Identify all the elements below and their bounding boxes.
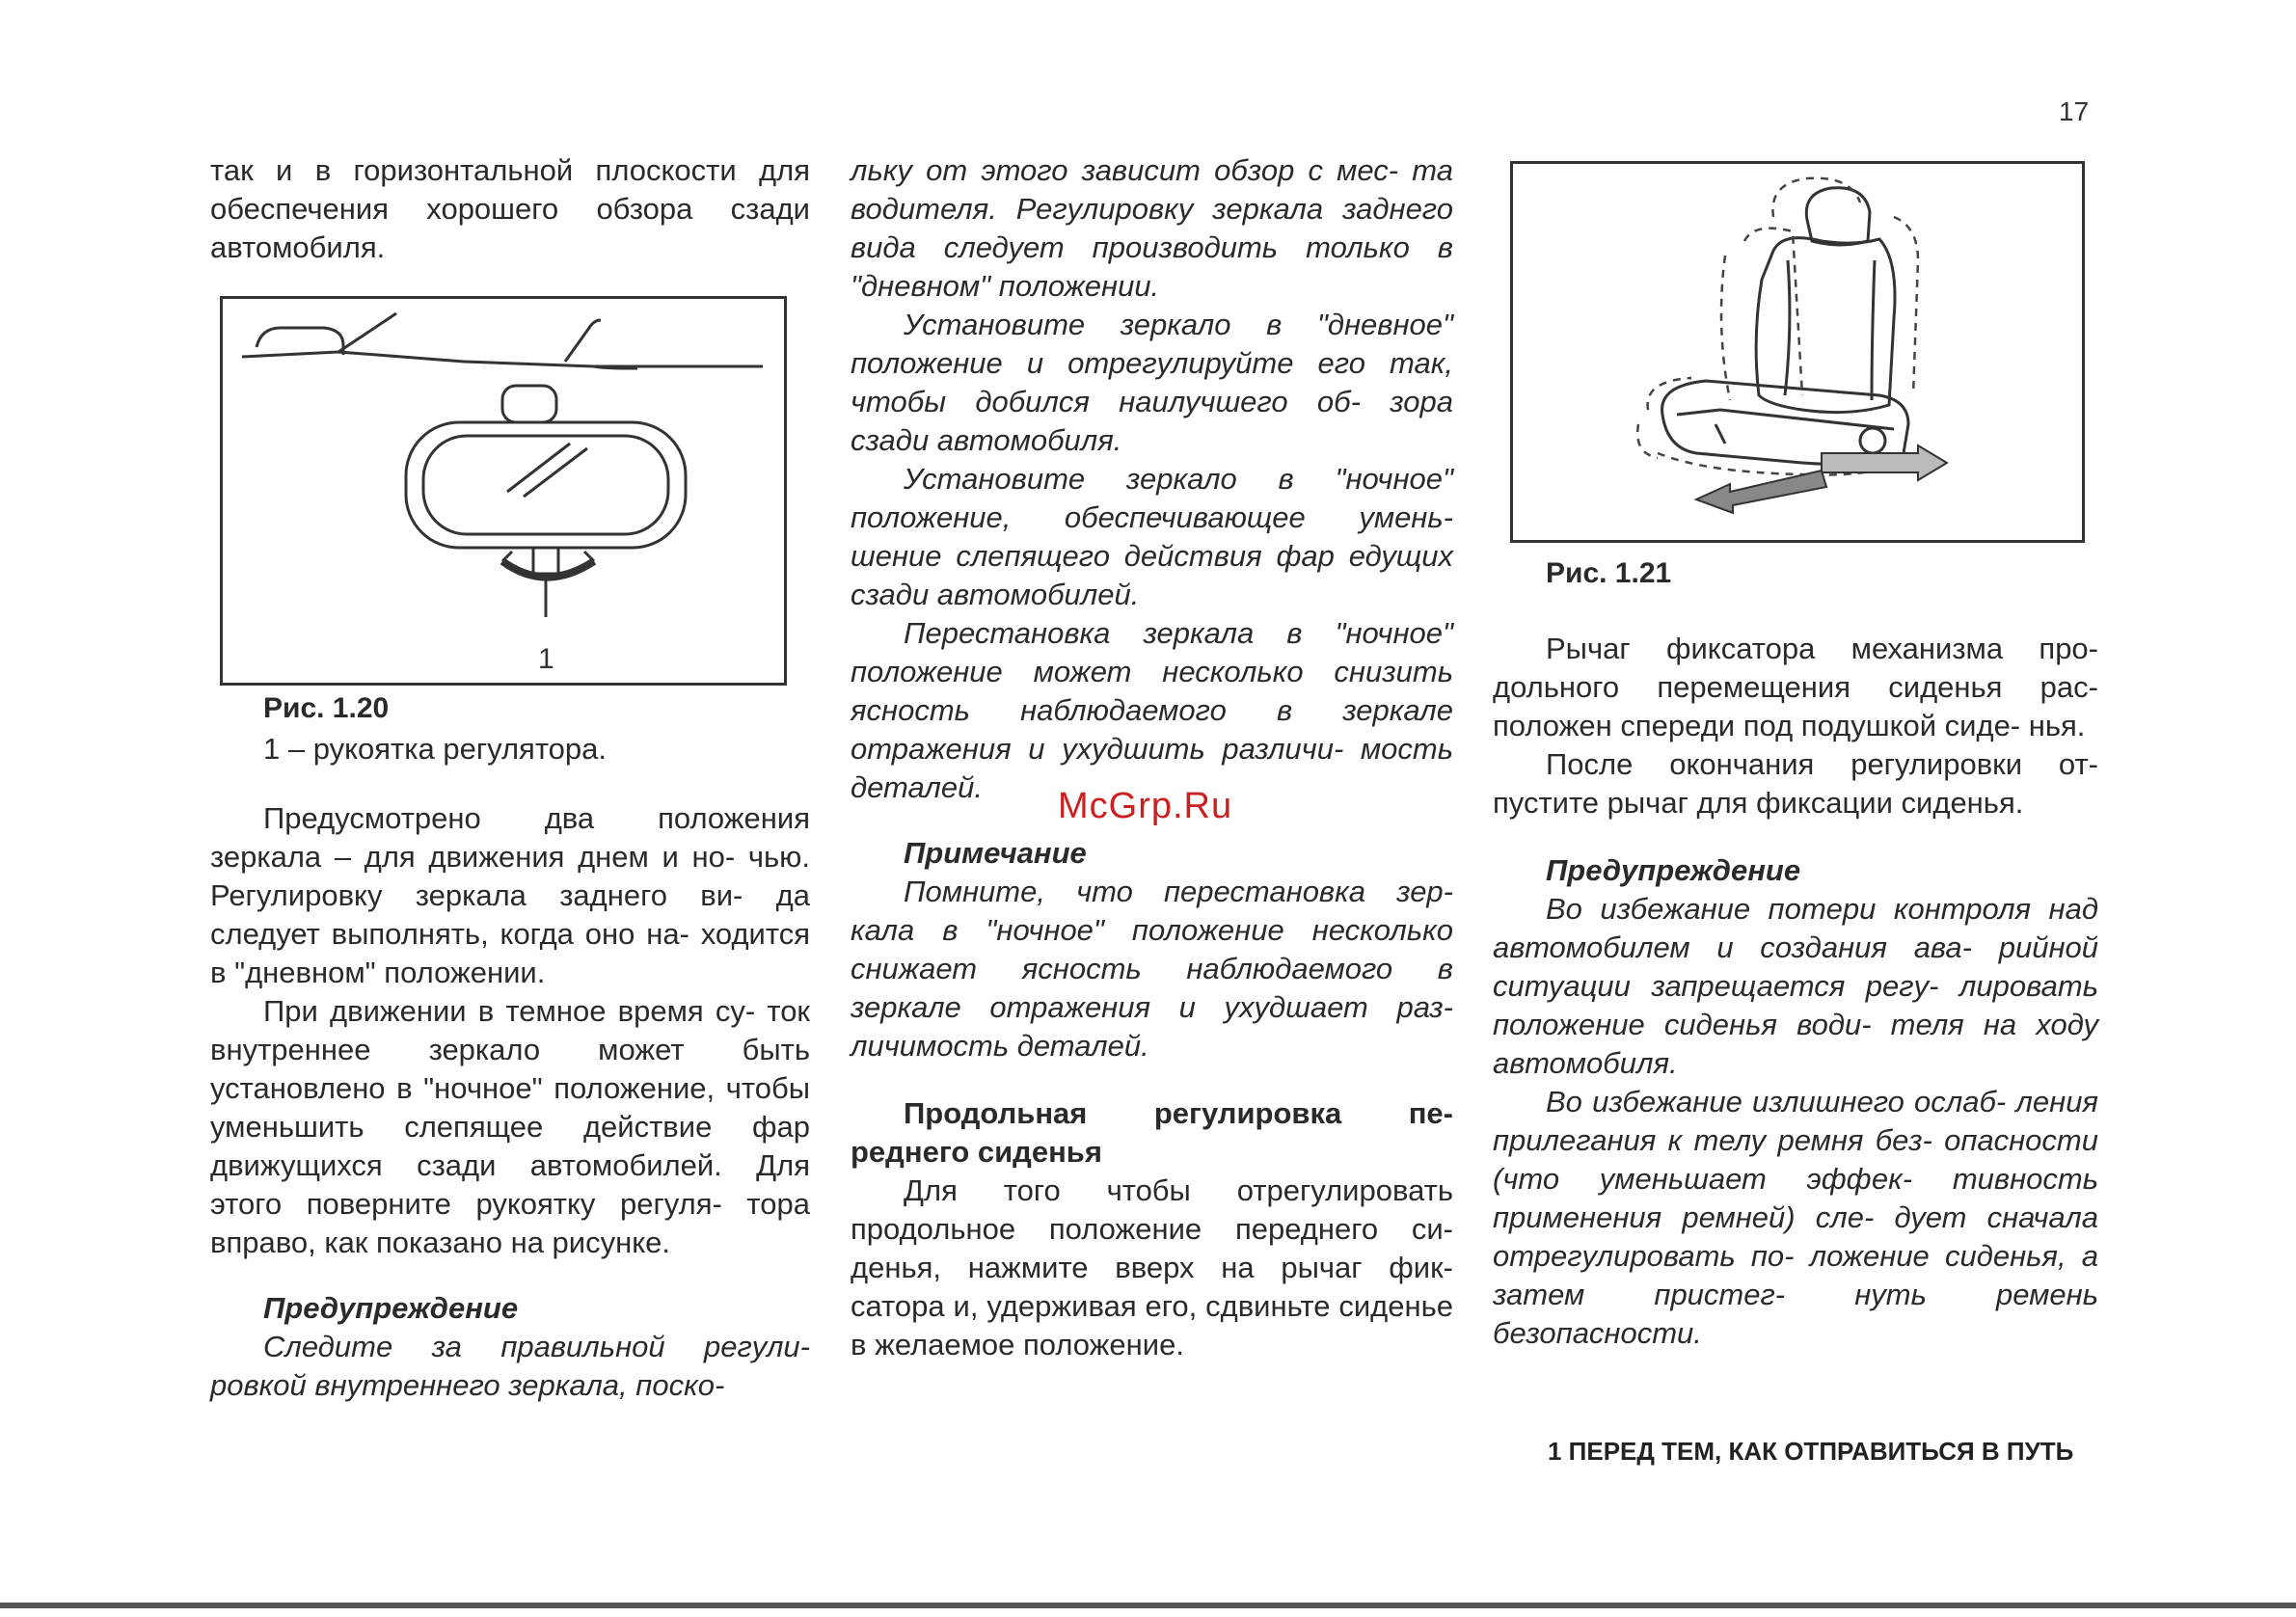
col2-para3: Установите зеркало в "ночное" положение, обеспечивающее умень- шение слепящего действия фар едущих сзади автомобилей.: [851, 462, 1453, 611]
col2-section-title: Продольная регулировка пе- реднего сиденья: [851, 1096, 1453, 1169]
col2-para4: Перестановка зеркала в "ночное" положение может несколько снизить ясность наблюдаемого в зеркале отражения и ухудшить различи- мость деталей.: [851, 616, 1453, 804]
col3-para1: Рычаг фиксатора механизма про- дольного перемещения сиденья рас- положен спереди под подушкой сиде- нья.: [1493, 632, 2098, 742]
col1-intro: так и в горизонтальной плоскости для обеспечения хорошего обзора сзади автомобиля.: [210, 153, 810, 264]
col3-warning2: Во избежание излишнего ослаб- ления прилегания к телу ремня без- опасности (что уменьшает эффек- тивность применения ремней) сле- дует сначала отрегулировать по- ложение сиденья, а затем пристег- нуть ремень безопасности.: [1493, 1085, 2098, 1350]
bottom-rule: [0, 1603, 2296, 1608]
caption-fig-1-20: Рис. 1.20: [263, 692, 390, 724]
column-1: [210, 151, 810, 267]
col1-para2: При движении в темное время су- ток внутреннее зеркало может быть установлено в "ночное" положение, чтобы уменьшить слепящее действие фар движущихся сзади автомобилей. Для этого поверните рукоятку регуля- тора вправо, как показано на рисунке.: [210, 994, 810, 1259]
col2-para2: Установите зеркало в "дневное" положение и отрегулируйте его так, чтобы добился наилучшего об- зора сзади автомобиля.: [851, 308, 1453, 457]
figure-1-21-seat: [1510, 161, 2085, 543]
seat-illustration: [1513, 164, 2082, 540]
col1-warning-title: Предупреждение: [263, 1291, 519, 1325]
caption-text-fig-1-20: 1 – рукоятка регулятора.: [263, 732, 608, 766]
col1-para1: Предусмотрено два положения зеркала – для движения днем и но- чью. Регулировку зеркала заднего ви- да следует выполнять, когда оно на- ходится в "дневном" положении.: [210, 801, 810, 989]
col1-warning-text: Следите за правильной регули- ровкой внутреннего зеркала, поско-: [210, 1330, 810, 1402]
figure-1-20-mirror: [220, 296, 787, 686]
watermark: McGrp.Ru: [1058, 786, 1233, 826]
col3-warning-title: Предупреждение: [1546, 853, 1801, 887]
column-1-lower: [210, 689, 810, 1405]
footer-section-title: 1 ПЕРЕД ТЕМ, КАК ОТПРАВИТЬСЯ В ПУТЬ: [1548, 1437, 2074, 1466]
col3-para2: После окончания регулировки от- пустите рычаг для фиксации сиденья.: [1493, 747, 2098, 820]
mirror-illustration: [223, 299, 784, 683]
page-number: 17: [2059, 96, 2090, 126]
col3-warning1: Во избежание потери контроля над автомобилем и создания ава- рийной ситуации запрещается регу- лировать положение сиденья води- теля на ходу автомобиля.: [1493, 892, 2098, 1080]
fig-1-20-label: 1: [538, 643, 554, 675]
col2-continued: льку от этого зависит обзор с мес- та водителя. Регулировку зеркала заднего вида следует производить только в "дневном" положении.: [851, 153, 1453, 303]
col2-note-title: Примечание: [904, 836, 1087, 870]
col2-section-text: Для того чтобы отрегулировать продольное положение переднего си- денья, нажмите вверх на рычаг фик- сатора и, удерживая его, сдвиньте сиденье в желаемое положение.: [851, 1173, 1453, 1361]
caption-fig-1-21: Рис. 1.21: [1546, 557, 1672, 589]
col2-note-text: Помните, что перестановка зер- кала в "ночное" положение несколько снижает ясность наблюдаемого в зеркале отражения и ухудшает раз- личимость деталей.: [851, 875, 1453, 1063]
column-2: [851, 151, 1453, 1364]
column-3: [1493, 554, 2098, 1353]
